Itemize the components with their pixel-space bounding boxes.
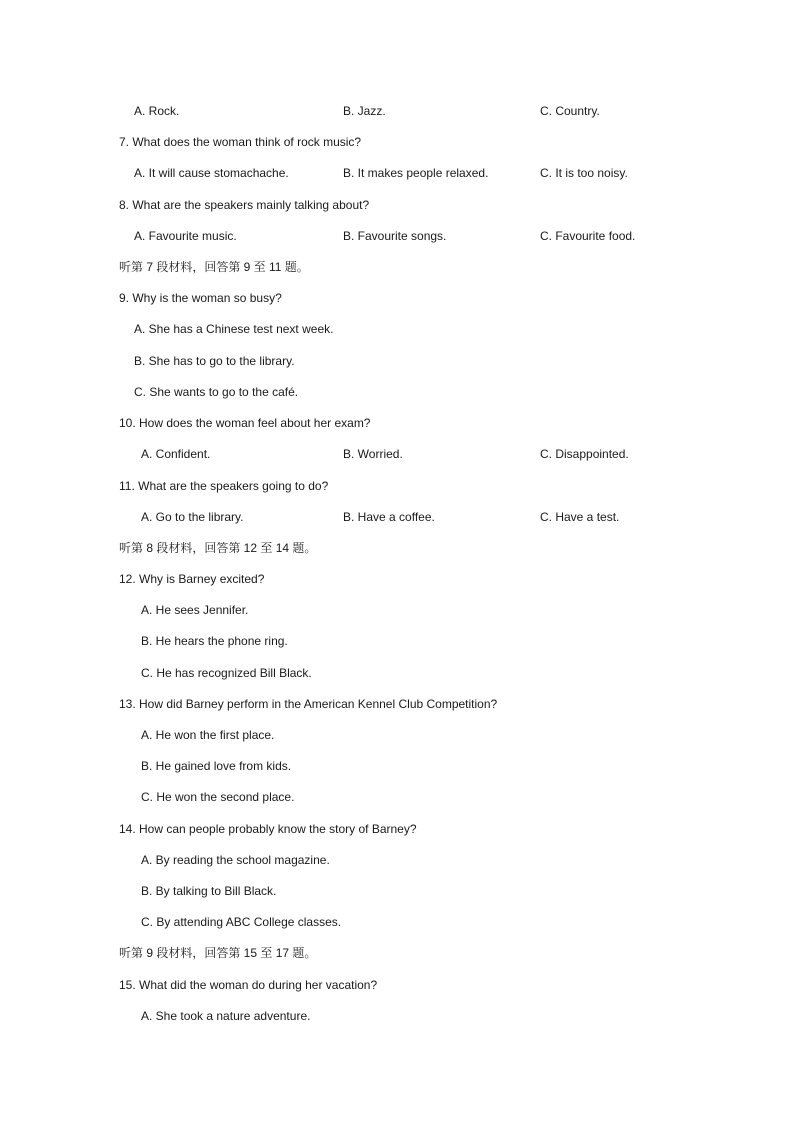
q6-option-c: C. Country. <box>540 104 600 118</box>
q13-option-b: B. He gained love from kids. <box>141 759 292 773</box>
q10-question: 10. How does the woman feel about her exam? <box>119 416 371 430</box>
q13-option-a: A. He won the first place. <box>141 728 275 742</box>
q8-question: 8. What are the speakers mainly talking about? <box>119 198 370 212</box>
q9-option-b: B. She has to go to the library. <box>134 354 295 368</box>
q15-option-a: A. She took a nature adventure. <box>141 1009 311 1023</box>
q11-option-c: C. Have a test. <box>540 510 620 524</box>
q10-option-a: A. Confident. <box>141 447 211 461</box>
q6-option-b: B. Jazz. <box>343 104 386 118</box>
q14-option-c: C. By attending ABC College classes. <box>141 915 342 929</box>
q12-question: 12. Why is Barney excited? <box>119 572 265 586</box>
q9-option-c: C. She wants to go to the café. <box>134 385 299 399</box>
q10-option-b: B. Worried. <box>343 447 403 461</box>
q15-question: 15. What did the woman do during her vacation? <box>119 978 378 992</box>
q11-option-b: B. Have a coffee. <box>343 510 435 524</box>
q11-option-a: A. Go to the library. <box>141 510 244 524</box>
q12-option-c: C. He has recognized Bill Black. <box>141 666 312 680</box>
q7-option-b: B. It makes people relaxed. <box>343 166 489 180</box>
q12-option-b: B. He hears the phone ring. <box>141 634 288 648</box>
q8-option-c: C. Favourite food. <box>540 229 636 243</box>
section-heading-8: 听第 8 段材料，回答第 12 至 14 题。 <box>119 541 317 555</box>
q14-option-b: B. By talking to Bill Black. <box>141 884 277 898</box>
q14-question: 14. How can people probably know the story of Barney? <box>119 822 417 836</box>
q13-option-c: C. He won the second place. <box>141 790 295 804</box>
section-heading-9: 听第 9 段材料，回答第 15 至 17 题。 <box>119 946 317 960</box>
q7-option-c: C. It is too noisy. <box>540 166 628 180</box>
q14-option-a: A. By reading the school magazine. <box>141 853 330 867</box>
q12-option-a: A. He sees Jennifer. <box>141 603 249 617</box>
q8-option-a: A. Favourite music. <box>134 229 237 243</box>
q11-question: 11. What are the speakers going to do? <box>119 479 329 493</box>
q7-option-a: A. It will cause stomachache. <box>134 166 289 180</box>
q10-option-c: C. Disappointed. <box>540 447 629 461</box>
q6-option-a: A. Rock. <box>134 104 180 118</box>
q9-question: 9. Why is the woman so busy? <box>119 291 282 305</box>
q13-question: 13. How did Barney perform in the American Kennel Club Competition? <box>119 697 498 711</box>
q9-option-a: A. She has a Chinese test next week. <box>134 322 334 336</box>
section-heading-7: 听第 7 段材料，回答第 9 至 11 题。 <box>119 260 309 274</box>
q7-question: 7. What does the woman think of rock music? <box>119 135 362 149</box>
q8-option-b: B. Favourite songs. <box>343 229 447 243</box>
